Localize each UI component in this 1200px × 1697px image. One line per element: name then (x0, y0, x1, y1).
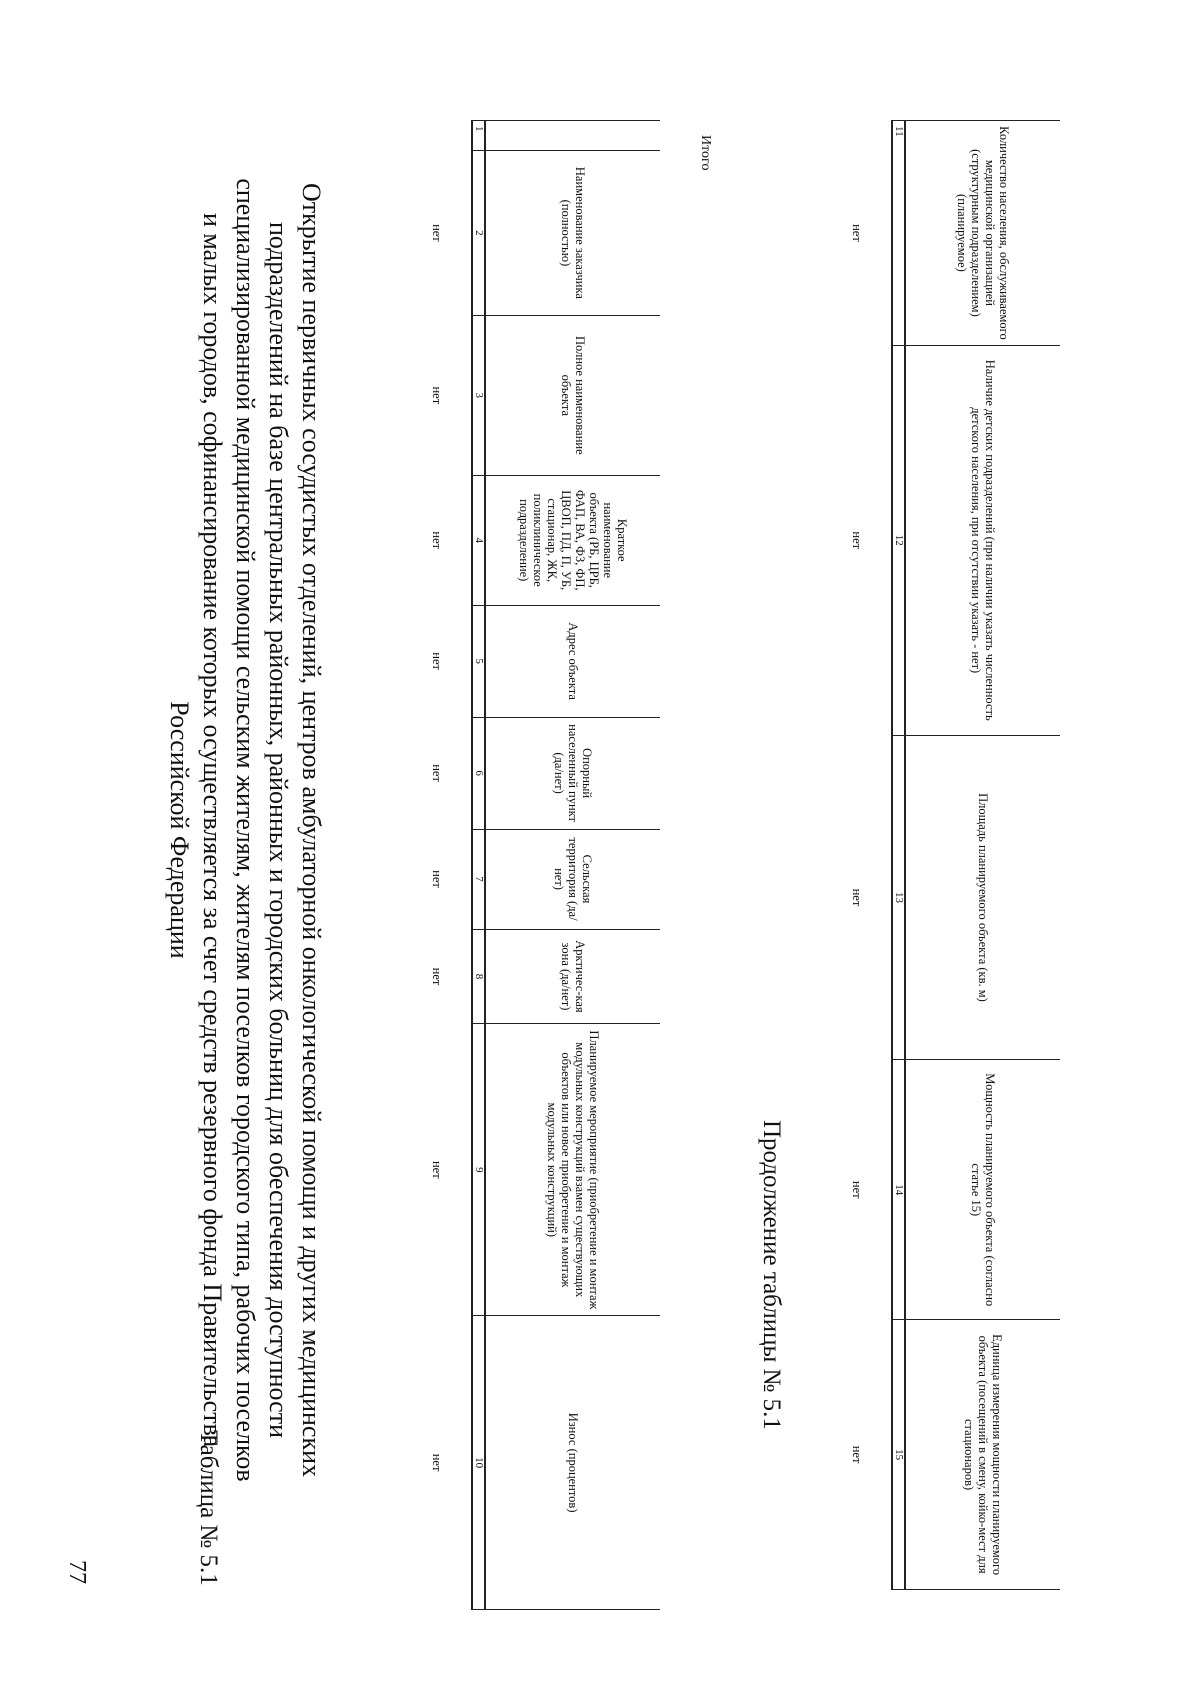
column-number: 10 (472, 1316, 485, 1610)
header-cell: Адрес объекта (485, 605, 660, 717)
column-number: 6 (472, 717, 485, 829)
table-cell: нет (430, 386, 444, 405)
column-number: 14 (892, 1060, 905, 1320)
column-number-row (472, 121, 485, 1610)
table-cell: нет (850, 531, 864, 550)
table-cell: нет (850, 1445, 864, 1464)
header-cell: Наименование заказчика (полностью) (485, 150, 660, 315)
continuation-label: Продолжение таблицы № 5.1 (758, 1120, 785, 1430)
continuation-table (823, 120, 1060, 1590)
column-number: 4 (472, 475, 485, 605)
title-line: Открытие первичных сосудистых отделений, центров амбулаторной онкологической помощи и других медицинских (297, 183, 326, 1477)
header-cell: Арктичес-кая зона (да/нет) (485, 929, 660, 1024)
table-label: Таблица № 5.1 (195, 1430, 222, 1586)
header-cell: Единица измерения мощности планируемого объекта (посещений в смену, койко-мест для стационаров) (905, 1320, 1060, 1590)
table-row (403, 121, 472, 1610)
table-cell: нет (850, 888, 864, 907)
header-cell: Наличие детских подразделений (при наличии указать численность детского населения, при отсутствии указать - нет) (905, 345, 1060, 735)
title-line: специализированной медицинской помощи сельским жителям, жителям поселков городского типа, рабочих поселков (231, 178, 260, 1482)
column-number-row (892, 121, 905, 1590)
table-cell: нет (850, 1180, 864, 1199)
table-cell: нет (430, 224, 444, 242)
table-row (823, 121, 892, 1590)
column-number: 11 (892, 121, 905, 346)
page-number: 77 (64, 1560, 90, 1584)
column-number: 2 (472, 150, 485, 315)
header-cell: Количество населения, обслуживаемого медицинской организацией (структурным подразделением) (планируемое) (905, 121, 1060, 346)
table-header-row (485, 121, 660, 1610)
header-cell: Износ (процентов) (485, 1316, 660, 1610)
table-header-row (905, 121, 1060, 1590)
header-cell: Площадь планируемого объекта (кв. м) (905, 735, 1060, 1060)
total-label: Итого (698, 135, 713, 171)
table-cell: нет (430, 967, 444, 986)
table-cell: нет (430, 652, 444, 670)
header-cell: Краткое наименование объекта (РБ, ЦРБ, ФАП, ВА, ФЗ, ФП, ЦВОП, ПД, П, УБ, стационар, ЖК, поликлиническое подразделение) (485, 475, 660, 605)
title-line: подразделений на базе центральных районных, районных и городских больниц для обеспечения доступности (264, 222, 293, 1438)
table-cell: нет (430, 1453, 444, 1472)
table-cell: нет (430, 1160, 444, 1179)
column-number: 1 (472, 121, 485, 151)
column-number: 15 (892, 1320, 905, 1590)
column-number: 12 (892, 345, 905, 735)
header-cell (485, 121, 660, 151)
header-cell: Планируемое мероприятие (приобретение и монтаж модульных конструкций взамен существующих объектов или новое приобретение и монтаж модульных конструкций) (485, 1024, 660, 1316)
main-table (403, 120, 660, 1610)
column-number: 9 (472, 1024, 485, 1316)
header-cell: Опорный населенный пункт (да/нет) (485, 717, 660, 829)
column-number: 5 (472, 605, 485, 717)
document-title (163, 110, 328, 1550)
table-cell: нет (430, 531, 444, 550)
title-line: и малых городов, софинансирование которых осуществляется за счет средств резервного фонда Правительства (198, 212, 227, 1448)
title-line: Российской Федерации (165, 701, 194, 959)
table-cell: нет (850, 224, 864, 242)
column-number: 7 (472, 829, 485, 929)
column-number: 8 (472, 929, 485, 1024)
header-cell: Сельская территория (да/нет) (485, 829, 660, 929)
column-number: 3 (472, 315, 485, 475)
table-cell: нет (430, 764, 444, 782)
header-cell: Полное наименование объекта (485, 315, 660, 475)
column-number: 13 (892, 735, 905, 1060)
table-cell (403, 121, 472, 151)
table-cell: нет (430, 870, 444, 888)
header-cell: Мощность планируемого объекта (согласно статье 15) (905, 1060, 1060, 1320)
